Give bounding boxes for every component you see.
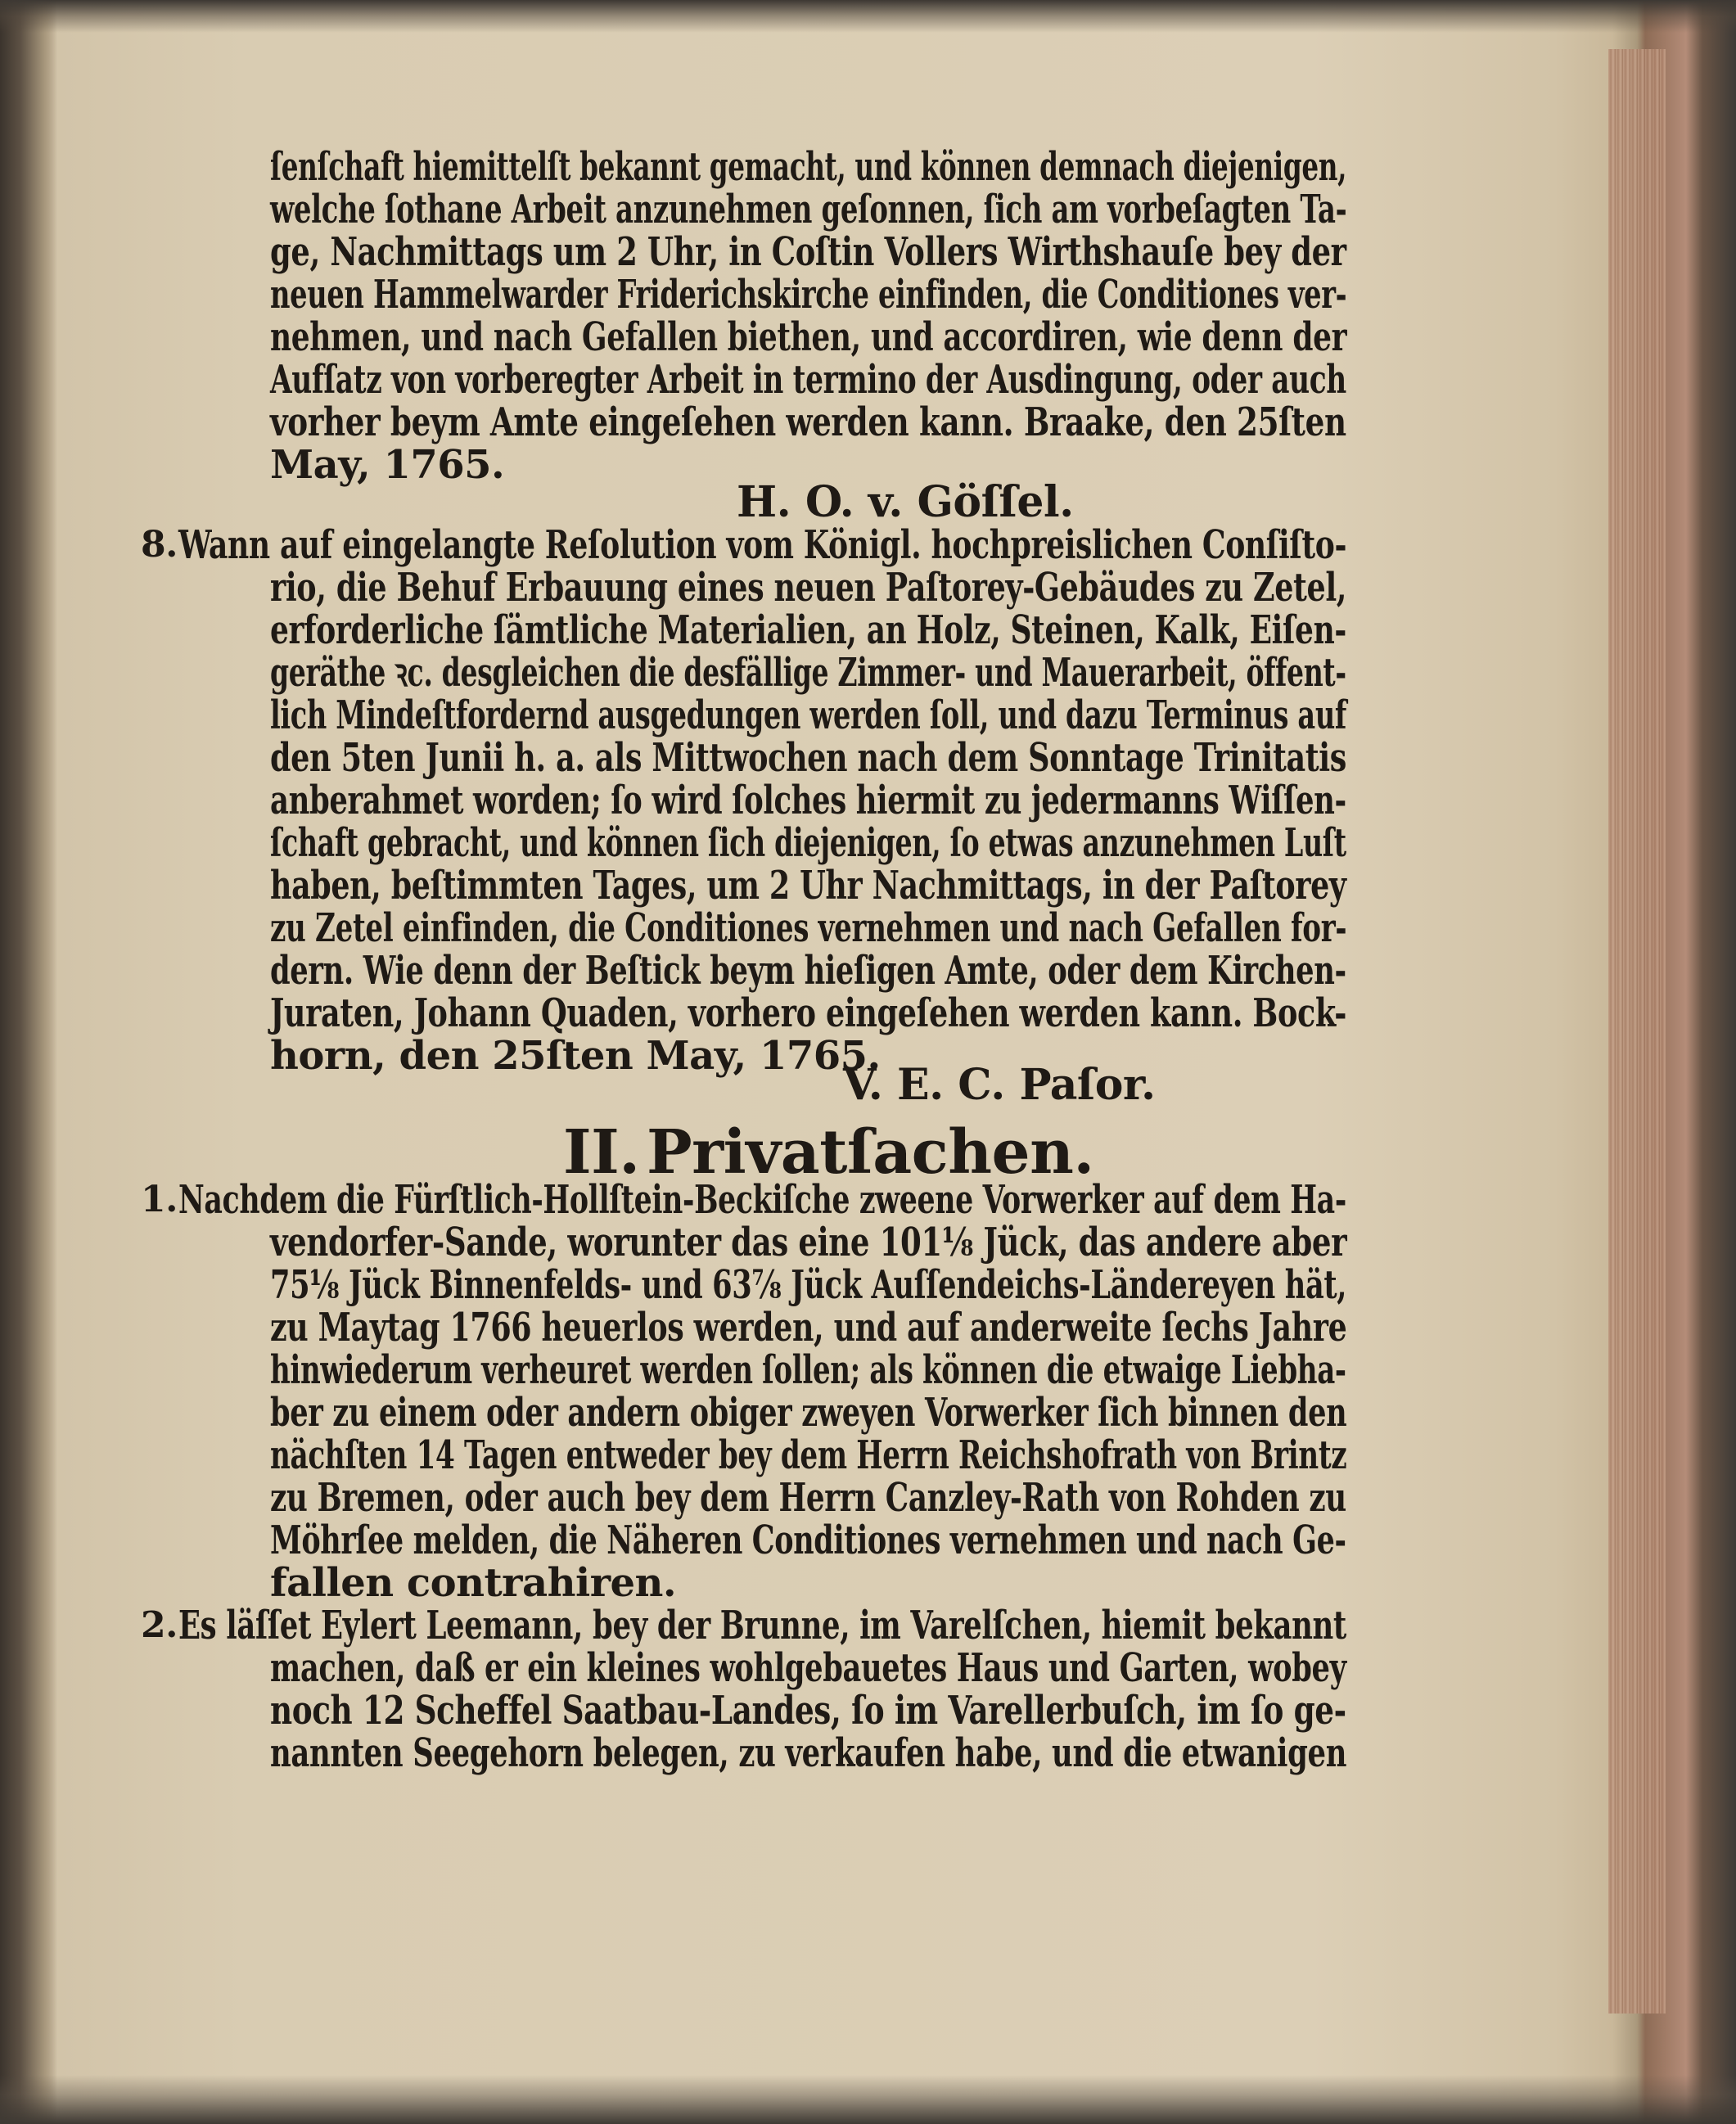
para1-line: welche ſothane Arbeit anzunehmen geſonnen, ſich am vorbeſagten Ta-	[270, 187, 1347, 232]
item8-line: Juraten, Johann Quaden, vorhero eingeſehen werden kann. Bock-	[270, 990, 1347, 1036]
item2-line: nannten Seegehorn belegen, zu verkaufen habe, und die etwanigen	[270, 1730, 1347, 1776]
item1-line: ber zu einem oder andern obiger zweyen Vorwerker ſich binnen den	[270, 1390, 1347, 1436]
item1-line: Nachdem die Fürſtlich-Hollſtein-Beckiſche zweene Vorwerker auf dem Ha-	[178, 1177, 1346, 1223]
item1-line: zu Maytag 1766 heuerlos werden, und auf anderweite ſechs Jahre	[270, 1305, 1347, 1351]
para1-line: ge, Nachmittags um 2 Uhr, in Coſtin Vollers Wirthshauſe bey der	[270, 229, 1346, 275]
section-title: Privatſachen.	[647, 1117, 1094, 1188]
item1-line: zu Bremen, oder auch bey dem Herrn Canzley-Rath von Rohden zu	[270, 1475, 1346, 1521]
item8-line: haben, beſtimmten Tages, um 2 Uhr Nachmittags, in der Paſtorey	[270, 863, 1346, 909]
item1-line: vendorfer-Sande, worunter das eine 101⅛ Jück, das andere aber	[270, 1220, 1347, 1265]
item8-line: horn, den 25ſten May, 1765.	[270, 1033, 881, 1079]
item8-line: Wann auf eingelangte Reſolution vom Königl. hochpreislichen Conſiſto-	[178, 522, 1347, 568]
item8-line: zu Zetel einfinden, die Conditiones vernehmen und nach Gefallen for-	[270, 905, 1347, 951]
signature-goessel: H. O. v. Göſſel.	[737, 477, 1074, 527]
para1-line: Aufſatz von vorberegter Arbeit in termino der Ausdingung, oder auch	[270, 357, 1346, 403]
item1-line: nächſten 14 Tagen entweder bey dem Herrn Reichshofrath von Brintz	[270, 1432, 1347, 1478]
item8-line: ſchaft gebracht, und können ſich diejenigen, ſo etwas anzunehmen Luſt	[270, 820, 1346, 866]
item1-line: 75⅛ Jück Binnenfelds- und 63⅞ Jück Auſſendeichs-Ländereyen hät,	[270, 1262, 1347, 1308]
item8-line: anberahmet worden; ſo wird ſolches hiermit zu jedermanns Wiſſen-	[270, 778, 1346, 823]
para1-line: vorher beym Amte eingeſehen werden kann. Braake, den 25ſten	[270, 399, 1346, 445]
para1-line: ſenſchaft hiemittelſt bekannt gemacht, und können demnach diejenigen,	[270, 144, 1347, 190]
item8-line: lich Mindeſtfordernd ausgedungen werden ſoll, und dazu Terminus auf	[270, 692, 1346, 738]
item8-line: erforderliche ſämtliche Materialien, an Holz, Steinen, Kalk, Eiſen-	[270, 607, 1346, 653]
section-number: II.	[563, 1117, 640, 1188]
item1-line: Möhrſee melden, die Näheren Conditiones vernehmen und nach Ge-	[270, 1517, 1346, 1563]
item2-line: Es läſſet Eylert Leemann, bey der Brunne, im Varelſchen, hiemit bekannt	[178, 1603, 1346, 1648]
item8-line: dern. Wie denn der Beſtick beym hieſigen Amte, oder dem Kirchen-	[270, 948, 1346, 994]
item8-line: den 5ten Junii h. a. als Mittwochen nach dem Sonntage Trinitatis	[270, 735, 1346, 781]
item-1-number: 1.	[141, 1179, 178, 1220]
item-2-number: 2.	[141, 1604, 178, 1646]
item8-line: geräthe ꝛc. desgleichen die desfällige Zimmer- und Mauerarbeit, öffent-	[270, 650, 1346, 696]
para1-line: nehmen, und nach Gefallen biethen, und accordiren, wie denn der	[270, 314, 1347, 360]
item8-line: rio, die Behuf Erbauung eines neuen Paſtorey-Gebäudes zu Zetel,	[270, 565, 1347, 611]
para1-line: neuen Hammelwarder Friderichskirche einfinden, die Conditiones ver-	[270, 272, 1347, 318]
item2-line: noch 12 Scheffel Saatbau-Landes, ſo im Varellerbuſch, im ſo ge-	[270, 1688, 1346, 1734]
signature-pasor: V. E. C. Paſor.	[843, 1060, 1156, 1110]
item1-line: hinwiederum verheuret werden ſollen; als können die etwaige Liebha-	[270, 1347, 1346, 1393]
item1-line: fallen contrahiren.	[270, 1560, 677, 1606]
item2-line: machen, daß er ein kleines wohlgebauetes Haus und Garten, wobey	[270, 1645, 1346, 1691]
item-8-number: 8.	[141, 524, 178, 566]
para1-line: May, 1765.	[270, 442, 505, 488]
